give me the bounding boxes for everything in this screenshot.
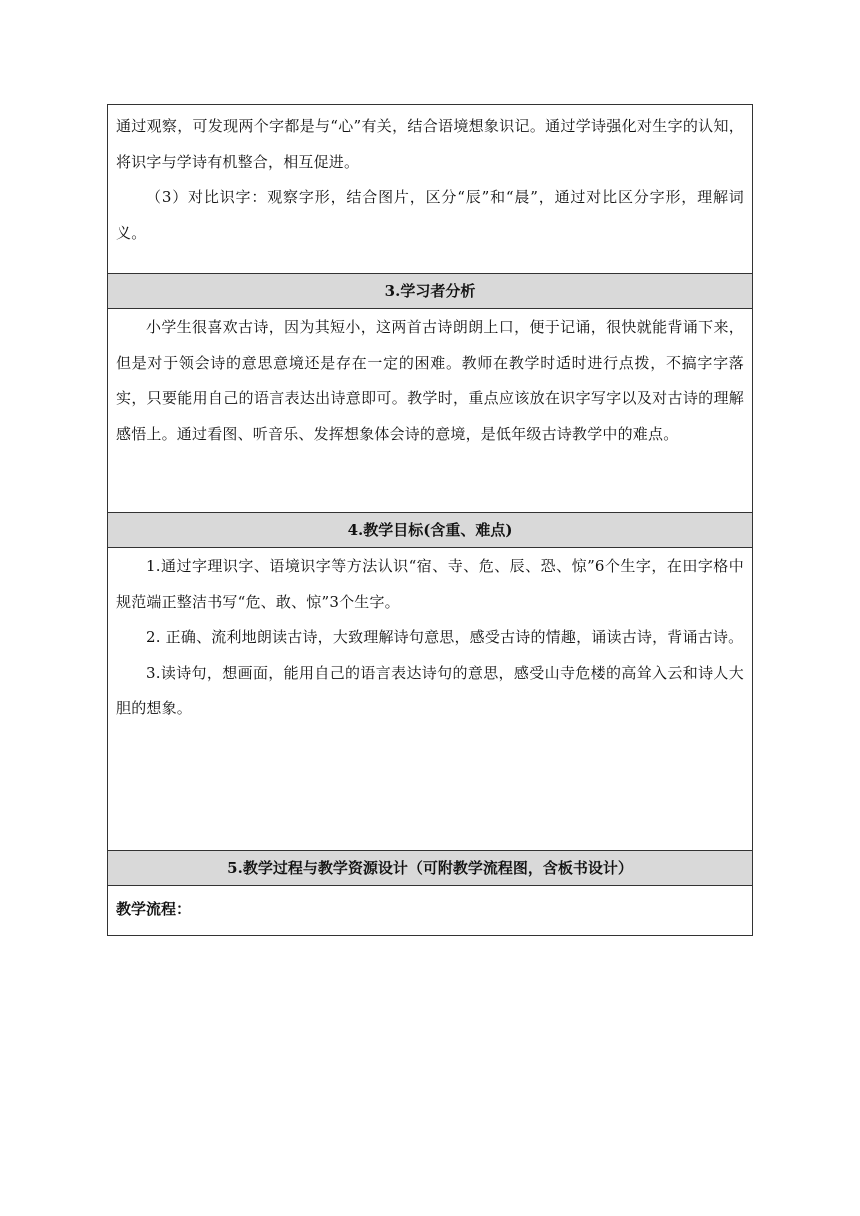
learner-analysis-paragraph: 小学生很喜欢古诗，因为其短小，这两首古诗朗朗上口，便于记诵，很快就能背诵下来，但是对于领会诗的意思意境还是存在一定的困难。教师在教学时适时进行点拨，不搞字字落实，只要能用自己的语言表达出诗意即可。教学时，重点应该放在识字写字以及对古诗的理解感悟上。通过看图、听音乐、发挥想象体会诗的意境，是低年级古诗教学中的难点。 bbox=[116, 318, 744, 443]
section4-body-cell bbox=[108, 548, 753, 851]
teaching-goal-2: 2. 正确、流利地朗读古诗，大致理解诗句意思，感受古诗的情趣，诵读古诗，背诵古诗。 bbox=[146, 628, 744, 646]
section5-title: 5.教学过程与教学资源设计（可附教学流程图，含板书设计） bbox=[108, 851, 753, 886]
section3-title: 3.学习者分析 bbox=[108, 274, 753, 309]
section4-title: 4.教学目标(含重、难点) bbox=[108, 513, 753, 548]
continuation-row bbox=[108, 105, 753, 274]
section5-body-cell bbox=[108, 886, 753, 936]
continuation-paragraph-2: （3）对比识字：观察字形，结合图片，区分“辰”和“晨”，通过对比区分字形，理解词义。 bbox=[116, 188, 744, 242]
continuation-paragraph-1: 通过观察，可发现两个字都是与“心”有关，结合语境想象识记。通过学诗强化对生字的认知，将识字与学诗有机整合，相互促进。 bbox=[116, 117, 744, 171]
continuation-cell bbox=[108, 105, 753, 274]
lesson-plan-table bbox=[107, 104, 753, 936]
section5-body-row bbox=[108, 886, 753, 936]
section5-header-row bbox=[108, 851, 753, 886]
teaching-flow-label: 教学流程： bbox=[116, 900, 192, 918]
section4-body-row bbox=[108, 548, 753, 851]
section3-header-row bbox=[108, 274, 753, 309]
section4-header-row bbox=[108, 513, 753, 548]
teaching-goal-3: 3.读诗句，想画面，能用自己的语言表达诗句的意思，感受山寺危楼的高耸入云和诗人大胆的想象。 bbox=[116, 663, 744, 717]
teaching-goal-1: 1.通过字理识字、语境识字等方法认识“宿、寺、危、辰、恐、惊”6个生字，在田字格中规范端正整洁书写“危、敢、惊”3个生字。 bbox=[116, 557, 744, 611]
section3-body-row bbox=[108, 309, 753, 513]
section3-body-cell bbox=[108, 309, 753, 513]
